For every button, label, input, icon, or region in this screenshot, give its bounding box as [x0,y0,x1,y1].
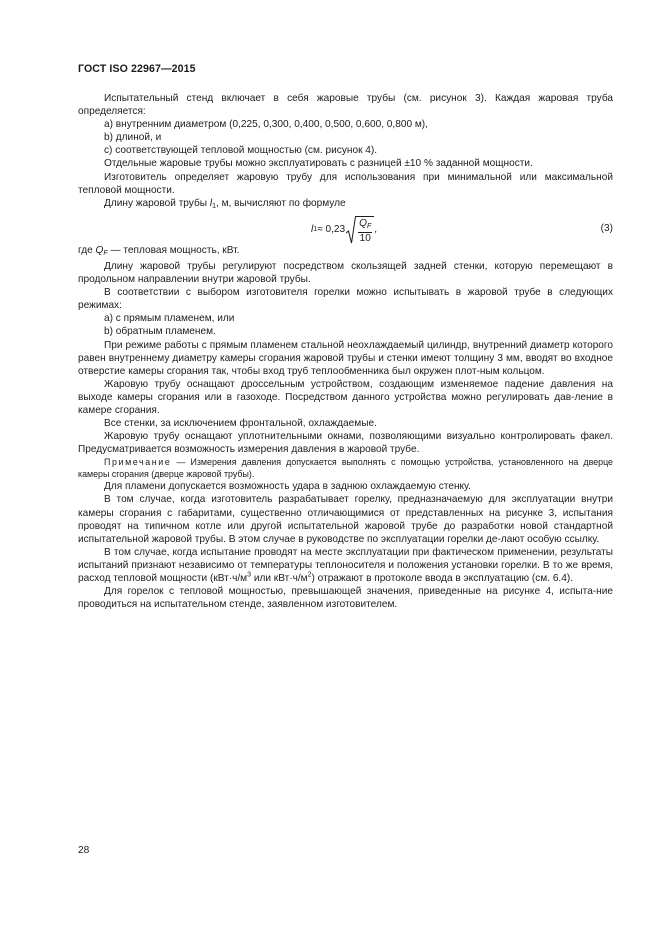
formula-row [78,214,613,242]
note: Примечание — Измерения давления допускается выполнять с помощью устройства, установленного на дверце камеры сгорания (дверце жаровой трубы). [78,457,613,480]
paragraph-modes: В соответствии с выбором изготовителя горелки можно испытывать в жаровой трубе в следующих режимах: [78,287,613,312]
paragraph-formula-intro: Длину жаровой трубы $l_1$, м, вычисляют по формуле [104,197,346,210]
paragraph-walls: Все стенки, за исключением фронтальной, охлаждаемые. [104,418,377,430]
paragraph-custom-chamber: В том случае, когда изготовитель разрабатывает горелку, предназначаемую для эксплуатации внутри камеры сгорания с габаритами, существенно отличающимися от представленных на рисунке 3, испытания проводят на типичном котле или другой испытательной жаровой трубе до разработки новой стандартной испытательной жаровой трубы. В этом случае в руководстве по эксплуатации горелки де-лают особую ссылку. [78,494,613,545]
note-label: Примечание [104,457,172,468]
paragraph-throttle: Жаровую трубу оснащают дроссельным устройством, создающим изменяемое падение давления на выходе камеры сгорания или в газоходе. Посредством данного устройства можно регулировать дав-ление в камере сгорания. [78,378,613,416]
list-item: b) длиной, и [104,132,162,144]
document-body [78,92,613,611]
page-number: 28 [78,845,90,856]
paragraph-manufacturer-choice: Изготовитель определяет жаровую трубу для использования при минимальной или максимальной тепловой мощности. [78,171,613,196]
fraction: $\frac{Q_F}{10}$ [356,216,374,244]
paragraph-high-power: Для горелок с тепловой мощностью, превышающей значения, приведенные на рисунке 4, испыта-ние проводиться на испытательном стенде, заявленном изготовителем. [78,586,613,611]
square-root [346,216,374,244]
document-header: ГОСТ ISO 22967—2015 [78,63,196,75]
list-item: а) с прямым пламенем, или [104,313,235,325]
paragraph-power-tolerance: Отдельные жаровые трубы можно эксплуатировать с разницей ±10 % заданной мощности. [104,158,533,170]
list-item: с) соответствующей тепловой мощностью (см. рисунок 4). [104,145,378,157]
list-item: а) внутренним диаметром (0,225, 0,300, 0,400, 0,500, 0,600, 0,800 м), [104,119,428,131]
paragraph-windows: Жаровую трубу оснащают уплотнительными окнами, позволяющими визуально контролировать факел. Предусматривается возможность измерения давления в жаровой трубе. [78,431,613,456]
paragraph-sliding-wall: Длину жаровой трубы регулируют посредством скользящей задней стенки, которую перемещают в продольном направлении внутри жаровой трубы. [78,260,613,286]
radical-sign-icon [346,216,356,244]
paragraph-direct-flame: При режиме работы с прямым пламенем стальной неохлаждаемый цилиндр, внутренний диаметр которого равен внутреннему диаметру камеры сгорания жаровой трубы и стенки имеют толщину 3 мм, вводят во входное отверстие камеры сгорания так, чтобы вход труб теплообменника был окружен плот-ным кольцом. [78,339,613,377]
equation-number: (3) [600,222,613,234]
paragraph-flame-impact: Для пламени допускается возможность удара в заднюю охлаждаемую стенку. [104,481,471,493]
formula-3: l 1 ≈ 0,23 $\frac{Q_F}{10}$ , [311,217,378,244]
paragraph-field-test: В том случае, когда испытание проводят на месте эксплуатации при фактическом применении, результаты испытаний признают независимо от температуры теплоносителя и положения установки горелки. В то же время, расход тепловой мощности ($кВт\cdot ч/м^3$ или $кВт\cdot ч/м^2$) отражают в протоколе ввода в эксплуатацию (см. 6.4). [78,546,613,584]
formula-legend: где $Q_F$ — тепловая мощность, кВт. [78,244,240,257]
paragraph-test-stand: Испытательный стенд включает в себя жаровые трубы (см. рисунок 3). Каждая жаровая труба определяется: [78,93,613,118]
list-item: b) обратным пламенем. [104,326,216,338]
